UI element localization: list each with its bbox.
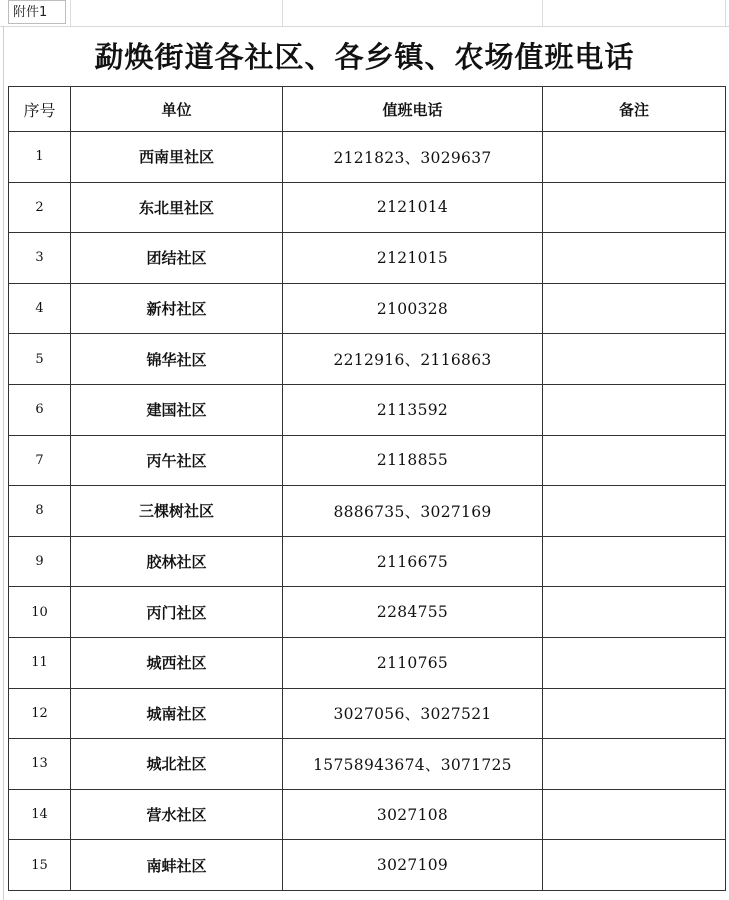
row-phone-cell[interactable]: 2121823、3029637 <box>283 132 543 183</box>
row-phone-cell[interactable]: 2212916、2116863 <box>283 334 543 385</box>
table-row <box>9 789 726 840</box>
table-row <box>9 486 726 537</box>
row-index-cell[interactable]: 9 <box>9 536 71 587</box>
row-phone-cell[interactable]: 3027108 <box>283 789 543 840</box>
row-note-cell[interactable] <box>543 233 726 284</box>
row-index-cell[interactable]: 3 <box>9 233 71 284</box>
sheet-left-edge <box>3 26 4 900</box>
page-title[interactable]: 勐焕街道各社区、各乡镇、农场值班电话 <box>94 40 635 74</box>
row-index-cell[interactable]: 15 <box>9 840 71 891</box>
row-phone-cell[interactable]: 3027109 <box>283 840 543 891</box>
header-unit[interactable]: 单位 <box>71 87 283 132</box>
row-unit-cell[interactable]: 西南里社区 <box>71 132 283 183</box>
row-unit-cell[interactable]: 营水社区 <box>71 789 283 840</box>
row-note-cell[interactable] <box>543 435 726 486</box>
table-row <box>9 132 726 183</box>
grid-cell[interactable] <box>70 0 283 26</box>
row-unit-cell[interactable]: 锦华社区 <box>71 334 283 385</box>
row-unit-cell[interactable]: 三棵树社区 <box>71 486 283 537</box>
table-row <box>9 688 726 739</box>
row-index-cell[interactable]: 13 <box>9 739 71 790</box>
row-unit-cell[interactable]: 城南社区 <box>71 688 283 739</box>
row-phone-cell[interactable]: 8886735、3027169 <box>283 486 543 537</box>
table-row <box>9 536 726 587</box>
row-unit-cell[interactable]: 新村社区 <box>71 283 283 334</box>
row-unit-cell[interactable]: 城北社区 <box>71 739 283 790</box>
row-index-cell[interactable]: 1 <box>9 132 71 183</box>
row-note-cell[interactable] <box>543 587 726 638</box>
row-note-cell[interactable] <box>543 283 726 334</box>
row-note-cell[interactable] <box>543 739 726 790</box>
grid-cell[interactable] <box>282 0 543 26</box>
duty-phone-table <box>8 86 726 891</box>
row-phone-cell[interactable]: 15758943674、3071725 <box>283 739 543 790</box>
row-index-cell[interactable]: 10 <box>9 587 71 638</box>
table-row <box>9 840 726 891</box>
row-note-cell[interactable] <box>543 688 726 739</box>
row-index-cell[interactable]: 14 <box>9 789 71 840</box>
table-row <box>9 587 726 638</box>
row-unit-cell[interactable]: 东北里社区 <box>71 182 283 233</box>
row-phone-cell[interactable]: 2118855 <box>283 435 543 486</box>
row-phone-cell[interactable]: 2116675 <box>283 536 543 587</box>
row-note-cell[interactable] <box>543 536 726 587</box>
row-unit-cell[interactable]: 丙午社区 <box>71 435 283 486</box>
row-note-cell[interactable] <box>543 840 726 891</box>
table-row <box>9 435 726 486</box>
table-row <box>9 334 726 385</box>
row-phone-cell[interactable]: 2121014 <box>283 182 543 233</box>
table-header-row <box>9 87 726 132</box>
grid-cell[interactable] <box>542 0 726 26</box>
row-phone-cell[interactable]: 3027056、3027521 <box>283 688 543 739</box>
row-unit-cell[interactable]: 团结社区 <box>71 233 283 284</box>
row-index-cell[interactable]: 5 <box>9 334 71 385</box>
row-unit-cell[interactable]: 建国社区 <box>71 384 283 435</box>
row-note-cell[interactable] <box>543 789 726 840</box>
row-note-cell[interactable] <box>543 334 726 385</box>
row-phone-cell[interactable]: 2100328 <box>283 283 543 334</box>
row-phone-cell[interactable]: 2110765 <box>283 637 543 688</box>
row-index-cell[interactable]: 2 <box>9 182 71 233</box>
row-phone-cell[interactable]: 2121015 <box>283 233 543 284</box>
header-index[interactable]: 序号 <box>9 87 71 132</box>
table-row <box>9 283 726 334</box>
row-note-cell[interactable] <box>543 486 726 537</box>
row-phone-cell[interactable]: 2113592 <box>283 384 543 435</box>
table-row <box>9 233 726 284</box>
row-index-cell[interactable]: 11 <box>9 637 71 688</box>
row-unit-cell[interactable]: 南蚌社区 <box>71 840 283 891</box>
row-note-cell[interactable] <box>543 132 726 183</box>
row-unit-cell[interactable]: 丙门社区 <box>71 587 283 638</box>
row-index-cell[interactable]: 6 <box>9 384 71 435</box>
row-index-cell[interactable]: 4 <box>9 283 71 334</box>
table-row <box>9 739 726 790</box>
table-row <box>9 637 726 688</box>
row-note-cell[interactable] <box>543 182 726 233</box>
row-phone-cell[interactable]: 2284755 <box>283 587 543 638</box>
header-note[interactable]: 备注 <box>543 87 726 132</box>
annex-label-cell[interactable]: 附件1 <box>8 0 66 24</box>
table-row <box>9 384 726 435</box>
row-unit-cell[interactable]: 胶林社区 <box>71 536 283 587</box>
row-note-cell[interactable] <box>543 637 726 688</box>
top-grid-row <box>0 0 729 27</box>
row-note-cell[interactable] <box>543 384 726 435</box>
row-unit-cell[interactable]: 城西社区 <box>71 637 283 688</box>
row-index-cell[interactable]: 12 <box>9 688 71 739</box>
row-index-cell[interactable]: 7 <box>9 435 71 486</box>
table-body <box>9 132 726 891</box>
header-phone[interactable]: 值班电话 <box>283 87 543 132</box>
row-index-cell[interactable]: 8 <box>9 486 71 537</box>
table-row <box>9 182 726 233</box>
